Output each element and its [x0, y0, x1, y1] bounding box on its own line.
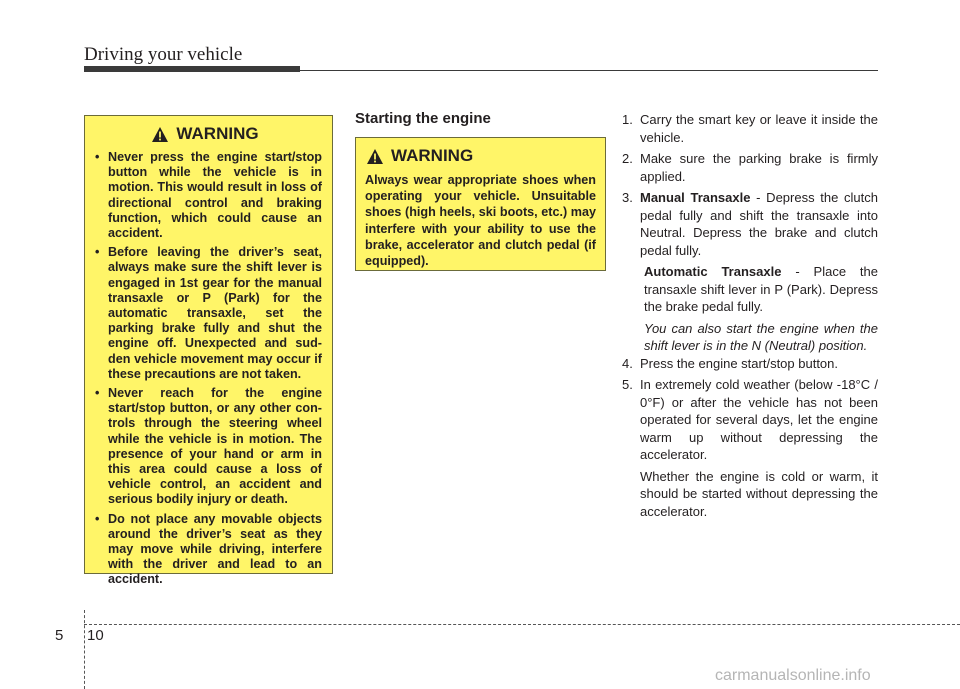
warning-item: • Never press the engine start/stop button while the vehicle is in motion. This would result in loss of directional control and braking function, which could cause an accident. [95, 150, 322, 241]
automatic-transaxle-label: Automatic Transaxle [644, 264, 782, 279]
warning-heading [367, 146, 596, 166]
warning-item: • Before leaving the driver’s seat, always make sure the shift lever is engaged in 1st gear for the manual transaxle or P (Park) for the automatic transaxle, set the parking brake fully and shut the engine off. Unexpected and sud-den vehicle movement may occur if these precautions are not taken. [95, 245, 322, 382]
watermark-text: carmanualsonline.info [715, 667, 871, 684]
header-rule [300, 70, 878, 71]
warning-item: • Do not place any movable objects around the driver’s seat as they may move while driving, interfere with the driver and lead to an accident. [95, 512, 322, 588]
step-1 [622, 111, 878, 146]
warning-list [95, 150, 322, 588]
warning-triangle-icon [367, 149, 383, 164]
section-title: Starting the engine [355, 110, 491, 127]
header-bar [84, 66, 300, 72]
footer-rule [84, 624, 960, 625]
step-3-automatic [622, 263, 878, 316]
warning-box-driving-safety [84, 115, 333, 587]
warning-item: • Never reach for the engine start/stop button, or any other con-trols through the steering wheel while the vehicle is in motion. The presence of your hand or arm in this area could cause a loss of vehicle control, an accident and serious bodily injury or death. [95, 386, 322, 508]
step-number: 2. [622, 151, 633, 166]
step-3-note: You can also start the engine when the shift lever is in the N (Neutral) position. [644, 320, 878, 353]
starting-steps [622, 111, 878, 520]
warning-triangle-icon [152, 127, 168, 142]
step-text: Make sure the parking brake is firmly applied. [640, 151, 878, 184]
page-number: 10 [87, 627, 104, 644]
warning-box-shoes [355, 137, 606, 271]
warning-heading-label: WARNING [391, 146, 474, 165]
warning-heading-label: WARNING [176, 124, 259, 143]
step-text: Press the engine start/stop button. [640, 355, 839, 371]
footer-divider [84, 610, 85, 689]
step-number: 4. [622, 355, 633, 371]
step-number: 5. [622, 377, 633, 392]
step-2 [622, 150, 878, 185]
step-number: 3. [622, 190, 633, 205]
chapter-number: 5 [55, 627, 64, 644]
step-3 [622, 189, 878, 259]
warning-text: Always wear appropriate shoes when operating your vehicle. Unsuitable shoes (high heels, ski boots, etc.) may interfere with your ability to use the brake, accelerator and clutch pedal (if equipped). [365, 173, 596, 269]
step-text: Carry the smart key or leave it inside the vehicle. [640, 112, 878, 145]
step-text: In extremely cold weather (below -18°C / 0°F) or after the vehicle has not been operated for several days, let the engine warm up without depressing the accelerator. [640, 377, 878, 462]
step-5 [622, 376, 878, 464]
step-number: 1. [622, 112, 633, 127]
step-4 [622, 355, 878, 373]
step-5-note: Whether the engine is cold or warm, it should be started without depressing the accelerator. [640, 468, 878, 519]
step-text: - Place the transaxle shift lever in P (Park). Depress the brake pedal fully. [644, 264, 879, 314]
step-text: - Depress the clutch pedal fully and shift the transaxle into Neutral. Depress the brake and clutch pedal fully. [640, 190, 878, 258]
manual-transaxle-label: Manual Transaxle [640, 190, 751, 205]
warning-heading [89, 124, 322, 144]
page-header-title: Driving your vehicle [84, 44, 243, 65]
